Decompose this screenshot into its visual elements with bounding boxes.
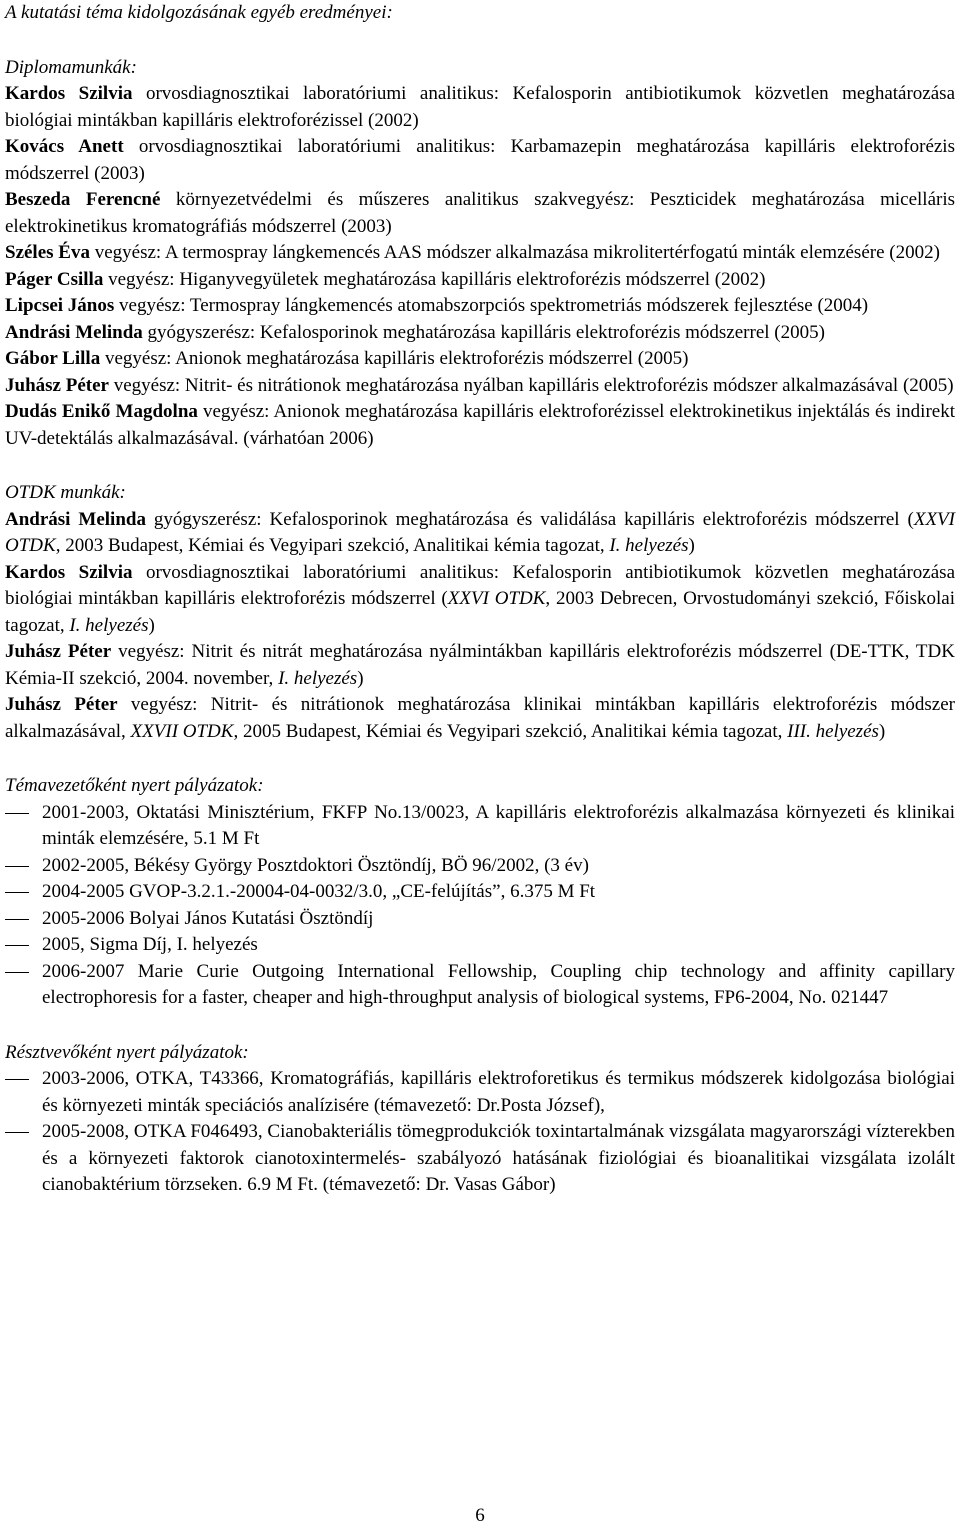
diploma-list <box>5 81 955 452</box>
list-item: 2005-2008, OTKA F046493, Cianobakteriális tömegprodukciók toxintartalmának vizsgálata magyarországi vízterekben és a környezeti faktorok cianotoxintermelés- szabályozó hatásának fiziológiai és bioanalitikai vizsgálata izolált cianobaktérium törzseken. 6.9 M Ft. (témavezető: Dr. Vasas Gábor) <box>5 1119 955 1199</box>
list-item: 2003-2006, OTKA, T43366, Kromatográfiás, kapilláris elektroforetikus és termikus módszerek kidolgozása biológiai és környezeti minták speciációs analízisére (témavezető: Dr.Posta József), <box>5 1066 955 1119</box>
diploma-entry: Beszeda Ferencné környezetvédelmi és műszeres analitikus szakvegyész: Peszticidek meghatározása micelláris elektrokinetikus kromatográfiás módszerrel (2003) <box>5 189 955 237</box>
otdk-heading: OTDK munkák: <box>5 482 126 503</box>
otdk-entry: Kardos Szilvia orvosdiagnosztikai laboratóriumi analitikus: Kefalosporin antibiotikumok közvetlen meghatározása biológiai mintákban kapilláris elektroforézis módszerrel (XXVI OTDK, 2003 Debrecen, Orvostudományi szekció, Főiskolai tagozat, I. helyezés) <box>5 561 955 636</box>
supervisor-grants-heading: Témavezetőként nyert pályázatok: <box>5 775 264 796</box>
diploma-entry: Páger Csilla vegyész: Higanyvegyületek meghatározása kapilláris elektroforézis módszerrel (2002) <box>5 268 766 290</box>
diploma-entry: Dudás Enikő Magdolna vegyész: Anionok meghatározása kapilláris elektroforézissel elektrokinetikus injektálás és indirekt UV-detektálás alkalmazásával. (várhatóan 2006) <box>5 401 955 449</box>
otdk-entry: Andrási Melinda gyógyszerész: Kefalosporinok meghatározása és validálása kapilláris elektroforézis módszerrel (XXVI OTDK, 2003 Budapest, Kémiai és Vegyipari szekció, Analitikai kémia tagozat, I. helyezés) <box>5 508 955 556</box>
document-page <box>5 0 955 1199</box>
otdk-list <box>5 507 955 746</box>
page-number: 6 <box>475 1505 485 1526</box>
list-item: 2004-2005 GVOP-3.2.1.-20004-04-0032/3.0, „CE-felújítás”, 6.375 M Ft <box>5 879 955 906</box>
diploma-entry: Lipcsei János vegyész: Termospray lángkemencés atomabszorpciós spektrometriás módszerek fejlesztése (2004) <box>5 295 869 316</box>
supervisor-grants-list <box>5 800 955 1012</box>
diploma-entry: Széles Éva vegyész: A termospray lángkemencés AAS módszer alkalmazása mikrolitertérfogatú minták elemzésére (2002) <box>5 242 940 263</box>
otdk-entry: Juhász Péter vegyész: Nitrit és nitrát meghatározása nyálmintákban kapilláris elektroforézis módszerrel (DE-TTK, TDK Kémia-II szekció, 2004. november, I. helyezés) <box>5 641 955 689</box>
otdk-entry: Juhász Péter vegyész: Nitrit- és nitrátionok meghatározása klinikai mintákban kapilláris elektroforézis módszer alkalmazásával, XXVII OTDK, 2005 Budapest, Kémiai és Vegyipari szekció, Analitikai kémia tagozat, III. helyezés) <box>5 694 955 742</box>
diploma-heading: Diplomamunkák: <box>5 56 137 78</box>
list-item: 2005, Sigma Díj, I. helyezés <box>5 932 955 959</box>
diploma-entry: Andrási Melinda gyógyszerész: Kefalosporinok meghatározása kapilláris elektroforézis módszerrel (2005) <box>5 321 825 343</box>
page-title: A kutatási téma kidolgozásának egyéb eredményei: <box>5 2 393 23</box>
diploma-entry: Kardos Szilvia orvosdiagnosztikai laboratóriumi analitikus: Kefalosporin antibiotikumok közvetlen meghatározása biológiai mintákban kapilláris elektroforézissel (2002) <box>5 83 955 131</box>
list-item: 2002-2005, Békésy György Posztdoktori Ösztöndíj, BÖ 96/2002, (3 év) <box>5 853 955 880</box>
diploma-entry: Gábor Lilla vegyész: Anionok meghatározása kapilláris elektroforézis módszerrel (2005) <box>5 348 689 369</box>
diploma-entry: Kovács Anett orvosdiagnosztikai laboratóriumi analitikus: Karbamazepin meghatározása kapilláris elektroforézis módszerrel (2003) <box>5 136 955 184</box>
list-item: 2001-2003, Oktatási Minisztérium, FKFP No.13/0023, A kapilláris elektroforézis alkalmazása környezeti és klinikai minták elemzésére, 5.1 M Ft <box>5 800 955 853</box>
participant-grants-heading: Résztvevőként nyert pályázatok: <box>5 1041 249 1063</box>
list-item: 2005-2006 Bolyai János Kutatási Ösztöndíj <box>5 906 955 933</box>
participant-grants-list <box>5 1066 955 1199</box>
list-item: 2006-2007 Marie Curie Outgoing International Fellowship, Coupling chip technology and affinity capillary electrophoresis for a faster, cheaper and high-throughput analysis of biological systems, FP6-2004, No. 021447 <box>5 959 955 1012</box>
diploma-entry: Juhász Péter vegyész: Nitrit- és nitrátionok meghatározása nyálban kapilláris elektroforézis módszer alkalmazásával (2005) <box>5 374 954 396</box>
